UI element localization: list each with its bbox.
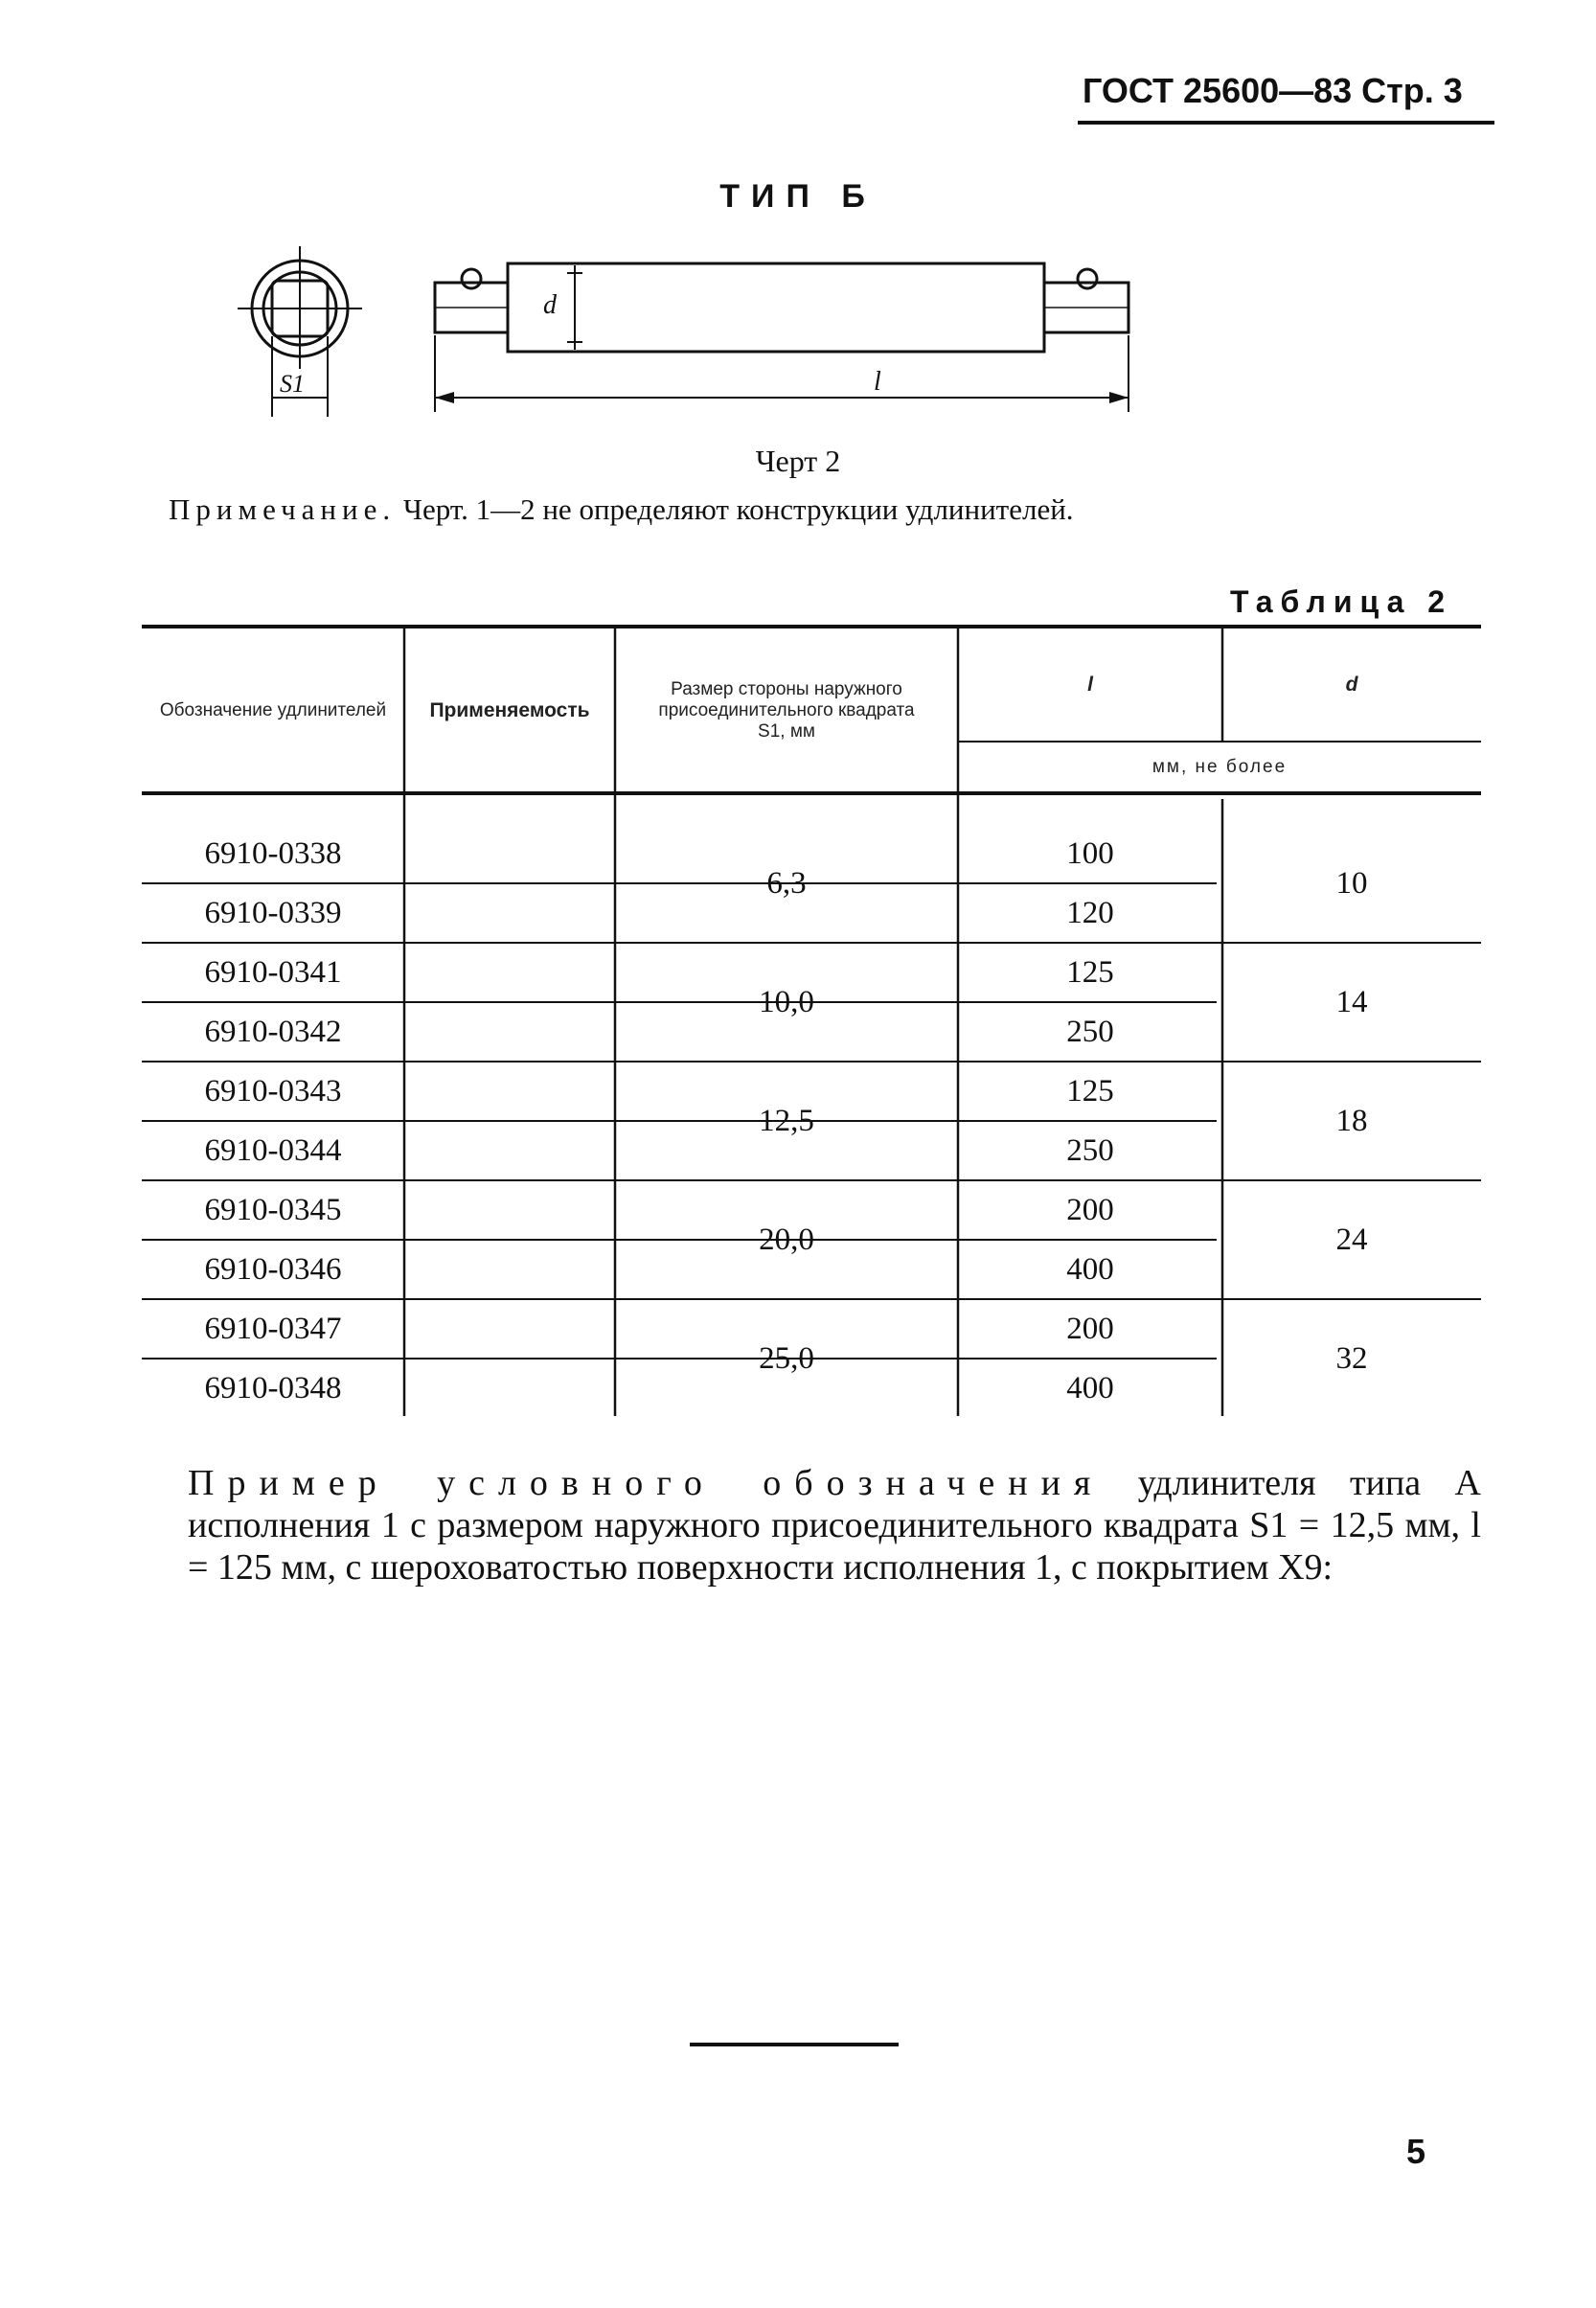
- end-rule: [690, 2043, 899, 2046]
- table-row-l: 400: [1066, 1370, 1114, 1405]
- page-number: 5: [1406, 2132, 1426, 2171]
- note-lead: Примечание.: [169, 492, 397, 526]
- table-row-designation: 6910-0338: [204, 835, 342, 871]
- d-dimension-label: d: [543, 290, 557, 320]
- table-group-s1: 10,0: [759, 984, 814, 1019]
- table-row-l: 250: [1066, 1014, 1114, 1049]
- table-group-d: 18: [1335, 1103, 1368, 1138]
- table-row-l: 200: [1066, 1311, 1114, 1346]
- header-applicability: Применяемость: [429, 699, 590, 721]
- table-group-s1: 12,5: [759, 1103, 814, 1138]
- header-d: d: [1345, 674, 1358, 696]
- table-row-designation: 6910-0346: [204, 1251, 342, 1287]
- table-row-l: 120: [1066, 895, 1114, 930]
- table-group-d: 10: [1335, 865, 1368, 901]
- header-square-size: Размер стороны наружного присоединительного квадрата S1, мм: [658, 679, 915, 742]
- table-row-l: 125: [1066, 954, 1114, 990]
- example-lead: Пример условного обозначения: [188, 1463, 1105, 1503]
- document-header: ГОСТ 25600—83 Стр. 3: [1083, 71, 1463, 110]
- s1-dimension-label: S1: [280, 370, 305, 398]
- header-designation: Обозначение удлинителей: [159, 700, 387, 720]
- table-caption: Таблица 2: [1230, 584, 1453, 619]
- designation-example: [188, 1462, 1481, 1588]
- table-group-s1: 20,0: [759, 1222, 814, 1257]
- table-group-d: 24: [1335, 1222, 1368, 1257]
- table-group-s1: 6,3: [766, 865, 807, 901]
- table-row-l: 200: [1066, 1192, 1114, 1227]
- table-row-l: 125: [1066, 1073, 1114, 1108]
- l-dimension-label: l: [874, 367, 881, 397]
- table-group-d: 32: [1335, 1340, 1368, 1376]
- header-l: l: [1087, 674, 1093, 696]
- table-row-designation: 6910-0348: [204, 1370, 342, 1405]
- example-text: удлинителя типа А исполнения 1 с размером наружного присоединительного квадрата S1 = 12,5 мм, l = 125 мм, с шероховатостью поверхности исполнения 1, с покрытием Х9:: [188, 1463, 1481, 1588]
- header-rule: [1078, 121, 1494, 125]
- drawing-caption: Черт 2: [755, 444, 841, 478]
- table-group-s1: 25,0: [759, 1340, 814, 1376]
- side-view: [435, 263, 1129, 412]
- header-units: мм, не более: [1151, 757, 1288, 777]
- extension-drawing: [230, 244, 1360, 436]
- table-row-l: 100: [1066, 835, 1114, 871]
- table-row-l: 400: [1066, 1251, 1114, 1287]
- note-text: Черт. 1—2 не определяют конструкции удлинителей.: [396, 492, 1074, 526]
- table-row-designation: 6910-0341: [204, 954, 342, 990]
- note-paragraph: [169, 491, 1362, 528]
- table-row-designation: 6910-0344: [204, 1132, 342, 1168]
- table-row-designation: 6910-0343: [204, 1073, 342, 1108]
- type-title: ТИП Б: [719, 178, 877, 215]
- table-row-designation: 6910-0339: [204, 895, 342, 930]
- table-row-designation: 6910-0345: [204, 1192, 342, 1227]
- table-2: [142, 621, 1481, 1416]
- table-row-designation: 6910-0347: [204, 1311, 342, 1346]
- table-row-designation: 6910-0342: [204, 1014, 342, 1049]
- table-row-l: 250: [1066, 1132, 1114, 1168]
- table-group-d: 14: [1335, 984, 1368, 1019]
